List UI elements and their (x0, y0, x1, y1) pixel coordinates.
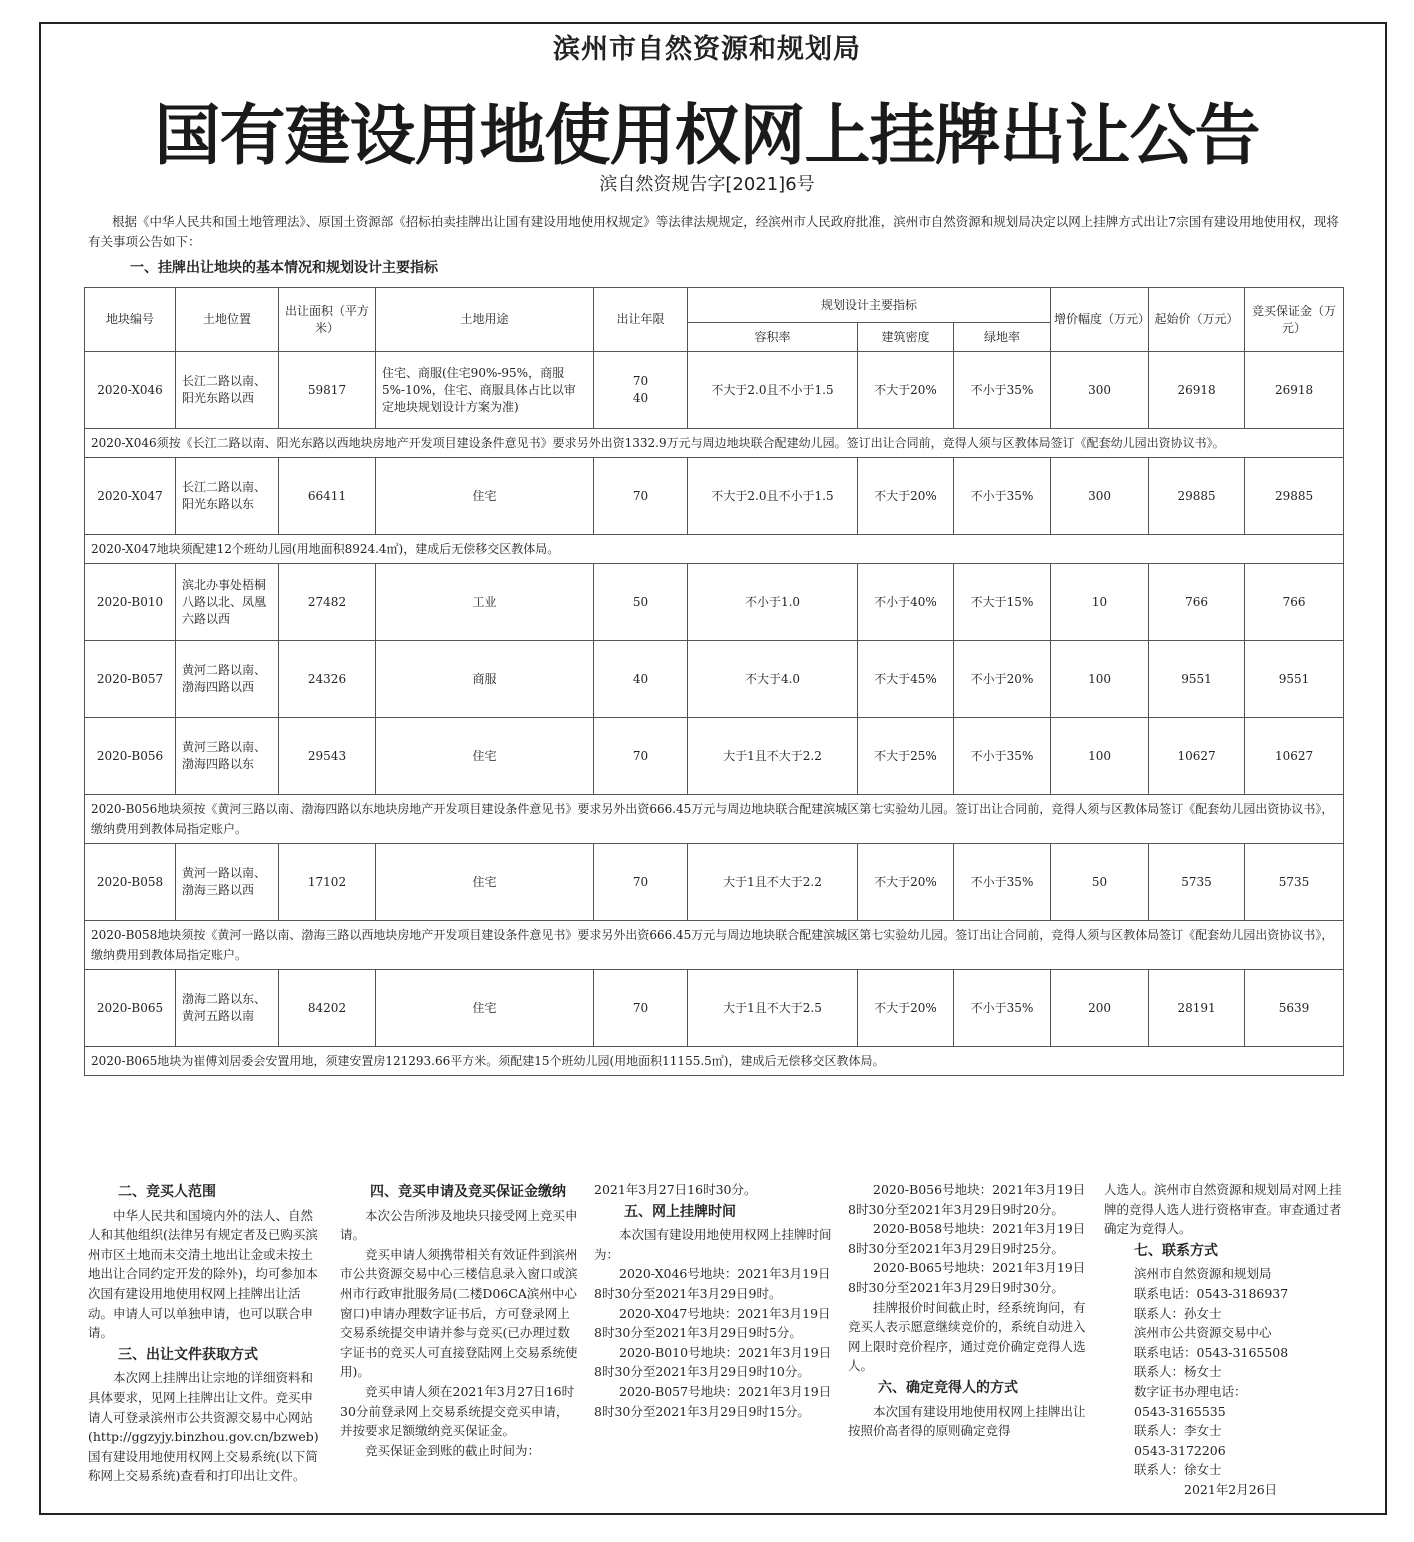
section-4-text-4: 竞买保证金到账的截止时间为： (365, 1442, 541, 1458)
cell-location: 黄河一路以南、渤海三路以西 (176, 844, 279, 921)
cell-green: 不小于35% (954, 458, 1051, 535)
column-5 (1104, 1180, 1344, 1500)
cell-use: 住宅 (376, 458, 594, 535)
cell-area: 66411 (279, 458, 376, 535)
cell-id: 2020-B065 (85, 970, 176, 1047)
cell-green: 不小于20% (954, 641, 1051, 718)
cell-density: 不大于45% (858, 641, 954, 718)
table-note-row (85, 795, 1344, 844)
cell-increment: 100 (1051, 641, 1149, 718)
contact-line: 联系人：李女士 (1134, 1423, 1222, 1439)
cell-green: 不小于35% (954, 844, 1051, 921)
table-row (85, 564, 1344, 641)
deposit-deadline: 2021年3月27日16时30分。 (594, 1182, 757, 1197)
table-row (85, 458, 1344, 535)
section-3-text: 本次网上挂牌出让宗地的详细资料和具体要求，见网上挂牌出让文件。竞买申请人可登录滨州市公共资源交易中心网站(http://ggzyjy.binzhou.gov.cn/bzweb)国有建设用地使用权网上交易系统(以下简称网上交易系统)查看和打印出让文件。 (88, 1370, 319, 1484)
th-increment: 增价幅度（万元） (1051, 288, 1149, 352)
section-6-text-cont: 人选人。滨州市自然资源和规划局对网上挂牌的竞得人选人进行资格审查。审查通过者确定为竞得人。 (1104, 1182, 1342, 1237)
bidding-rule-text: 挂牌报价时间截止时，经系统询问，有竞买人表示愿意继续竞价的，系统自动进入网上限时竞价程序，通过竞价确定竞得人选人。 (848, 1299, 1086, 1374)
section-2-text: 中华人民共和国境内外的法人、自然人和其他组织(法律另有规定者及已购买滨州市区土地而未交清土地出让金或未按土地出让合同约定开发的除外)，均可参加本次国有建设用地使用权网上挂牌出让活动。申请人可以单独申请，也可以联合申请。 (88, 1207, 318, 1341)
contact-line: 联系人：杨女士 (1134, 1364, 1222, 1380)
time-b058: 2020-B058号地块：2021年3月19日8时30分至2021年3月29日9时25分。 (848, 1221, 1086, 1256)
time-x046: 2020-X046号地块：2021年3月19日8时30分至2021年3月29日9时。 (594, 1266, 831, 1301)
contact-line: 数字证书办理电话： (1134, 1383, 1247, 1399)
cell-years: 70 (594, 718, 688, 795)
section-5-title: 五、网上挂牌时间 (624, 1203, 736, 1220)
cell-increment: 300 (1051, 352, 1149, 429)
contact-line: 滨州市公共资源交易中心 (1134, 1325, 1272, 1341)
th-location: 土地位置 (176, 288, 279, 352)
time-b057: 2020-B057号地块：2021年3月19日8时30分至2021年3月29日9时15分。 (594, 1383, 832, 1419)
cell-start: 29885 (1149, 458, 1245, 535)
cell-deposit: 5639 (1245, 970, 1344, 1047)
cell-location: 黄河二路以南、渤海四路以西 (176, 641, 279, 718)
parcel-note: 2020-X046须按《长江二路以南、阳光东路以西地块房地产开发项目建设条件意见书》要求另外出资1332.9万元与周边地块联合配建幼儿园。签订出让合同前，竞得人须与区教体局签订《配套幼儿园出资协议书》。 (85, 429, 1344, 458)
th-deposit: 竞买保证金（万元） (1245, 288, 1344, 352)
cell-far: 大于1且不大于2.2 (688, 718, 858, 795)
th-green: 绿地率 (954, 323, 1051, 352)
table-note-row (85, 921, 1344, 970)
cell-far: 不大于2.0且不小于1.5 (688, 458, 858, 535)
cell-increment: 300 (1051, 458, 1149, 535)
agency-title: 滨州市自然资源和规划局 (553, 34, 861, 65)
cell-id: 2020-B056 (85, 718, 176, 795)
section-5-text: 本次国有建设用地使用权网上挂牌时间为： (594, 1227, 832, 1262)
cell-start: 28191 (1149, 970, 1245, 1047)
cell-start: 766 (1149, 564, 1245, 641)
time-b010: 2020-B010号地块：2021年3月19日8时30分至2021年3月29日9时10分。 (594, 1344, 832, 1380)
cell-start: 26918 (1149, 352, 1245, 429)
cell-start: 10627 (1149, 718, 1245, 795)
th-planning: 规划设计主要指标 (688, 288, 1051, 323)
cell-years: 70 (594, 970, 688, 1047)
contact-line: 联系电话：0543-3186937 (1134, 1285, 1289, 1301)
cell-green: 不小于35% (954, 352, 1051, 429)
cell-green: 不大于15% (954, 564, 1051, 641)
cell-years: 70 40 (594, 352, 688, 429)
cell-use: 住宅 (376, 718, 594, 795)
cell-id: 2020-B010 (85, 564, 176, 641)
cell-location: 长江二路以南、阳光东路以东 (176, 458, 279, 535)
contact-line: 联系人：孙女士 (1134, 1305, 1222, 1321)
cell-increment: 10 (1051, 564, 1149, 641)
section-4-title: 四、竞买申请及竞买保证金缴纳 (370, 1184, 566, 1200)
cell-area: 59817 (279, 352, 376, 429)
section-4-text-3: 竞买申请人须在2021年3月27日16时30分前登录网上交易系统提交竞买申请，并按要求足额缴纳竞买保证金。 (340, 1383, 575, 1439)
column-1 (88, 1180, 324, 1486)
th-density: 建筑密度 (858, 323, 954, 352)
contact-line: 联系人：徐女士 (1134, 1462, 1222, 1478)
th-start: 起始价（万元） (1149, 288, 1245, 352)
table-body (85, 352, 1344, 1076)
table-row (85, 718, 1344, 795)
cell-id: 2020-B058 (85, 844, 176, 921)
cell-location: 滨北办事处梧桐八路以北、凤凰六路以西 (176, 564, 279, 641)
section-2-title: 二、竞买人范围 (118, 1184, 216, 1200)
cell-increment: 200 (1051, 970, 1149, 1047)
cell-increment: 100 (1051, 718, 1149, 795)
th-area: 出让面积（平方米） (279, 288, 376, 352)
cell-density: 不大于20% (858, 844, 954, 921)
cell-far: 不大于4.0 (688, 641, 858, 718)
table-row (85, 844, 1344, 921)
time-x047: 2020-X047号地块：2021年3月19日8时30分至2021年3月29日9时5分。 (594, 1305, 831, 1341)
cell-far: 不大于2.0且不小于1.5 (688, 352, 858, 429)
cell-green: 不小于35% (954, 970, 1051, 1047)
cell-use: 工业 (376, 564, 594, 641)
cell-density: 不大于20% (858, 458, 954, 535)
table-note-row (85, 1047, 1344, 1076)
cell-location: 黄河三路以南、渤海四路以东 (176, 718, 279, 795)
cell-start: 5735 (1149, 844, 1245, 921)
cell-use: 住宅、商服(住宅90%-95%，商服5%-10%，住宅、商服具体占比以审定地块规划设计方案为准) (376, 352, 594, 429)
cell-id: 2020-X046 (85, 352, 176, 429)
section-7-title: 七、联系方式 (1134, 1242, 1218, 1259)
parcel-note: 2020-B065地块为崔傅刘居委会安置用地，须建安置房121293.66平方米。须配建15个班幼儿园(用地面积11155.5㎡)，建成后无偿移交区教体局。 (85, 1047, 1344, 1076)
document-number: 滨自然资规告字[2021]6号 (599, 174, 815, 195)
cell-id: 2020-X047 (85, 458, 176, 535)
cell-start: 9551 (1149, 641, 1245, 718)
cell-deposit: 766 (1245, 564, 1344, 641)
cell-deposit: 29885 (1245, 458, 1344, 535)
cell-deposit: 10627 (1245, 718, 1344, 795)
contact-line: 联系电话：0543-3165508 (1134, 1344, 1289, 1360)
cell-years: 70 (594, 844, 688, 921)
announcement-title: 国有建设用地使用权网上挂牌出让公告 (154, 97, 1260, 174)
cell-far: 大于1且不大于2.2 (688, 844, 858, 921)
time-b065: 2020-B065号地块：2021年3月19日8时30分至2021年3月29日9时30分。 (848, 1260, 1086, 1295)
cell-density: 不小于40% (858, 564, 954, 641)
cell-deposit: 5735 (1245, 844, 1344, 921)
cell-area: 29543 (279, 718, 376, 795)
column-4 (848, 1180, 1088, 1441)
cell-years: 50 (594, 564, 688, 641)
cell-location: 长江二路以南、阳光东路以西 (176, 352, 279, 429)
cell-green: 不小于35% (954, 718, 1051, 795)
contact-line: 0543-3165535 (1134, 1403, 1226, 1419)
section-1-title: 一、挂牌出让地块的基本情况和规划设计主要指标 (130, 260, 438, 276)
cell-density: 不大于20% (858, 352, 954, 429)
parcel-note: 2020-B056地块须按《黄河三路以南、渤海四路以东地块房地产开发项目建设条件意见书》要求另外出资666.45万元与周边地块联合配建滨城区第七实验幼儿园。签订出让合同前，竞得人须与区教体局签订《配套幼儿园出资协议书》，缴纳费用到教体局指定账户。 (85, 795, 1344, 844)
column-2 (340, 1180, 578, 1460)
cell-id: 2020-B057 (85, 641, 176, 718)
table-note-row (85, 535, 1344, 564)
table-note-row (85, 429, 1344, 458)
time-b056: 2020-B056号地块：2021年3月19日8时30分至2021年3月29日9时20分。 (848, 1182, 1086, 1217)
cell-area: 84202 (279, 970, 376, 1047)
cell-area: 17102 (279, 844, 376, 921)
cell-use: 商服 (376, 641, 594, 718)
th-far: 容积率 (688, 323, 858, 352)
section-4-text-1: 本次公告所涉及地块只接受网上竞买申请。 (340, 1207, 578, 1243)
section-3-title: 三、出让文件获取方式 (118, 1346, 258, 1363)
section-6-title: 六、确定竞得人的方式 (878, 1379, 1018, 1396)
th-id: 地块编号 (85, 288, 176, 352)
cell-use: 住宅 (376, 844, 594, 921)
cell-far: 大于1且不大于2.5 (688, 970, 858, 1047)
cell-deposit: 9551 (1245, 641, 1344, 718)
cell-increment: 50 (1051, 844, 1149, 921)
contact-list (1104, 1264, 1344, 1480)
cell-far: 不小于1.0 (688, 564, 858, 641)
intro-paragraph: 根据《中华人民共和国土地管理法》、原国土资源部《招标拍卖挂牌出让国有建设用地使用权规定》等法律法规规定，经滨州市人民政府批准，滨州市自然资源和规划局决定以网上挂牌方式出让7宗国有建设用地使用权，现将有关事项公告如下： (88, 214, 1339, 249)
land-parcel-table (84, 287, 1344, 1076)
cell-deposit: 26918 (1245, 352, 1344, 429)
th-years: 出让年限 (594, 288, 688, 352)
cell-area: 27482 (279, 564, 376, 641)
parcel-note: 2020-B058地块须按《黄河一路以南、渤海三路以西地块房地产开发项目建设条件意见书》要求另外出资666.45万元与周边地块联合配建滨城区第七实验幼儿园。签订出让合同前，竞得人须与区教体局签订《配套幼儿园出资协议书》，缴纳费用到教体局指定账户。 (85, 921, 1344, 970)
table-row (85, 352, 1344, 429)
cell-density: 不大于25% (858, 718, 954, 795)
table-row (85, 970, 1344, 1047)
cell-area: 24326 (279, 641, 376, 718)
contact-line: 0543-3172206 (1134, 1442, 1226, 1458)
th-use: 土地用途 (376, 288, 594, 352)
table-row (85, 641, 1344, 718)
cell-location: 渤海二路以东、黄河五路以南 (176, 970, 279, 1047)
cell-years: 40 (594, 641, 688, 718)
contact-line: 滨州市自然资源和规划局 (1134, 1266, 1272, 1282)
cell-years: 70 (594, 458, 688, 535)
parcel-note: 2020-X047地块须配建12个班幼儿园(用地面积8924.4㎡)，建成后无偿移交区教体局。 (85, 535, 1344, 564)
column-3 (594, 1180, 832, 1421)
section-4-text-2: 竞买申请人须携带相关有效证件到滨州市公共资源交易中心三楼信息录入窗口或滨州市行政审批服务局(二楼D06CA滨州中心窗口)申请办理数字证书后，方可登录网上交易系统提交申请并参与竞买(已办理过数字证书的竞买人可直接登陆网上交易系统使用)。 (340, 1246, 578, 1380)
cell-use: 住宅 (376, 970, 594, 1047)
publish-date: 2021年2月26日 (1184, 1481, 1278, 1497)
section-6-text: 本次国有建设用地使用权网上挂牌出让按照价高者得的原则确定竞得 (848, 1403, 1086, 1439)
cell-density: 不大于20% (858, 970, 954, 1047)
